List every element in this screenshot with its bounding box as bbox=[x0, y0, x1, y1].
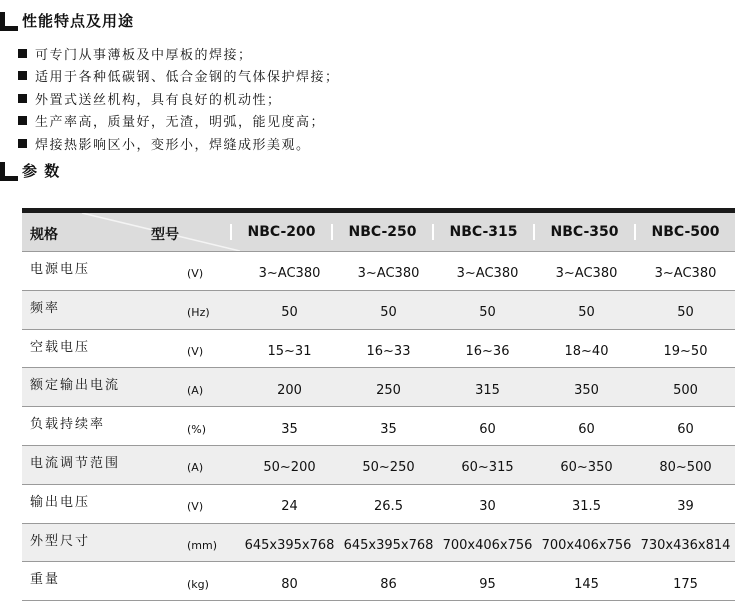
param-value: 19~50 bbox=[663, 343, 708, 359]
model-header: NBC-315 bbox=[432, 224, 533, 240]
param-value: 50 bbox=[380, 305, 397, 321]
feature-text: 生产率高，质量好，无渣，明弧，能见度高； bbox=[35, 115, 326, 131]
table-row bbox=[22, 561, 735, 600]
param-unit: (mm) bbox=[187, 538, 218, 552]
table-body bbox=[22, 251, 735, 600]
param-unit: (%) bbox=[187, 422, 207, 436]
square-bullet-icon bbox=[18, 139, 27, 148]
feature-list bbox=[18, 42, 340, 155]
table-row bbox=[22, 367, 735, 406]
param-unit: (kg) bbox=[187, 577, 209, 591]
param-value: 15~31 bbox=[267, 343, 312, 359]
param-value: 26.5 bbox=[374, 499, 403, 515]
param-value: 16~33 bbox=[366, 343, 411, 359]
param-value: 50 bbox=[578, 305, 595, 321]
param-value: 700x406x756 bbox=[541, 537, 632, 553]
param-name: 额定输出电流 bbox=[30, 378, 121, 394]
param-name: 电流调节范围 bbox=[30, 455, 121, 471]
param-unit: (Hz) bbox=[187, 306, 210, 320]
param-value: 30 bbox=[479, 499, 496, 515]
param-value: 80~500 bbox=[659, 460, 712, 476]
param-value: 645x395x768 bbox=[244, 537, 335, 553]
section-title-params: 参 数 bbox=[22, 162, 61, 180]
spec-table bbox=[22, 208, 735, 601]
param-value: 24 bbox=[281, 499, 298, 515]
feature-item bbox=[18, 42, 340, 65]
table-row bbox=[22, 251, 735, 290]
param-value: 3~AC380 bbox=[258, 266, 321, 282]
header-model-label: 型号 bbox=[151, 227, 179, 243]
param-value: 175 bbox=[673, 576, 698, 592]
table-header-row bbox=[22, 213, 735, 251]
param-value: 60 bbox=[677, 421, 694, 437]
model-header: NBC-200 bbox=[230, 224, 331, 240]
header-label-cell bbox=[22, 213, 230, 251]
param-value: 60 bbox=[578, 421, 595, 437]
feature-item bbox=[18, 65, 340, 88]
param-value: 50 bbox=[677, 305, 694, 321]
param-value: 50~200 bbox=[263, 460, 316, 476]
param-value: 250 bbox=[376, 382, 401, 398]
param-value: 16~36 bbox=[465, 343, 510, 359]
param-value: 645x395x768 bbox=[343, 537, 434, 553]
table-row bbox=[22, 484, 735, 523]
param-name: 输出电压 bbox=[30, 494, 91, 510]
param-value: 350 bbox=[574, 382, 599, 398]
param-value: 60~350 bbox=[560, 460, 613, 476]
param-value: 145 bbox=[574, 576, 599, 592]
param-name: 电源电压 bbox=[30, 262, 91, 277]
table-row bbox=[22, 290, 735, 329]
corner-mark-foot bbox=[0, 176, 18, 181]
square-bullet-icon bbox=[18, 94, 27, 103]
model-header: NBC-350 bbox=[533, 224, 634, 240]
param-name: 负载持续率 bbox=[30, 417, 106, 433]
model-header: NBC-500 bbox=[634, 224, 735, 240]
param-value: 3~AC380 bbox=[456, 266, 519, 282]
square-bullet-icon bbox=[18, 49, 27, 58]
param-unit: (V) bbox=[187, 500, 204, 514]
param-name: 频率 bbox=[30, 300, 61, 316]
param-value: 80 bbox=[281, 576, 298, 592]
param-name: 重量 bbox=[30, 572, 61, 588]
param-name: 空载电压 bbox=[30, 339, 91, 355]
param-unit: (A) bbox=[187, 383, 204, 397]
feature-text: 焊接热影响区小，变形小，焊缝成形美观。 bbox=[35, 137, 311, 153]
param-value: 31.5 bbox=[572, 499, 601, 515]
param-value: 39 bbox=[677, 499, 694, 515]
table-row bbox=[22, 523, 735, 562]
param-value: 86 bbox=[380, 576, 397, 592]
param-unit: (A) bbox=[187, 461, 204, 475]
param-value: 500 bbox=[673, 382, 698, 398]
model-header: NBC-250 bbox=[331, 224, 432, 240]
param-value: 35 bbox=[281, 421, 298, 437]
param-value: 60 bbox=[479, 421, 496, 437]
param-name: 外型尺寸 bbox=[30, 533, 91, 549]
square-bullet-icon bbox=[18, 71, 27, 80]
param-value: 50 bbox=[281, 305, 298, 321]
table-row bbox=[22, 445, 735, 484]
param-value: 200 bbox=[277, 382, 302, 398]
param-value: 315 bbox=[475, 382, 500, 398]
feature-text: 适用于各种低碳钢、低合金钢的气体保护焊接； bbox=[35, 70, 340, 86]
section-title-features: 性能特点及用途 bbox=[22, 12, 135, 30]
header-spec-label: 规格 bbox=[30, 227, 58, 243]
param-value: 700x406x756 bbox=[442, 537, 533, 553]
param-value: 35 bbox=[380, 421, 397, 437]
param-value: 3~AC380 bbox=[654, 266, 717, 282]
table-row bbox=[22, 406, 735, 445]
feature-text: 可专门从事薄板及中厚板的焊接； bbox=[35, 47, 253, 63]
param-value: 60~315 bbox=[461, 460, 514, 476]
param-value: 50~250 bbox=[362, 460, 415, 476]
param-value: 95 bbox=[479, 576, 496, 592]
corner-mark-foot bbox=[0, 26, 18, 31]
param-unit: (V) bbox=[187, 344, 204, 358]
param-value: 50 bbox=[479, 305, 496, 321]
param-value: 730x436x814 bbox=[640, 537, 731, 553]
feature-item bbox=[18, 110, 340, 133]
feature-text: 外置式送丝机构，具有良好的机动性； bbox=[35, 92, 282, 108]
param-unit: (V) bbox=[187, 267, 204, 281]
feature-item bbox=[18, 87, 340, 110]
param-value: 3~AC380 bbox=[357, 266, 420, 282]
table-row bbox=[22, 329, 735, 368]
param-value: 18~40 bbox=[564, 343, 609, 359]
param-value: 3~AC380 bbox=[555, 266, 618, 282]
feature-item bbox=[18, 132, 340, 155]
square-bullet-icon bbox=[18, 116, 27, 125]
